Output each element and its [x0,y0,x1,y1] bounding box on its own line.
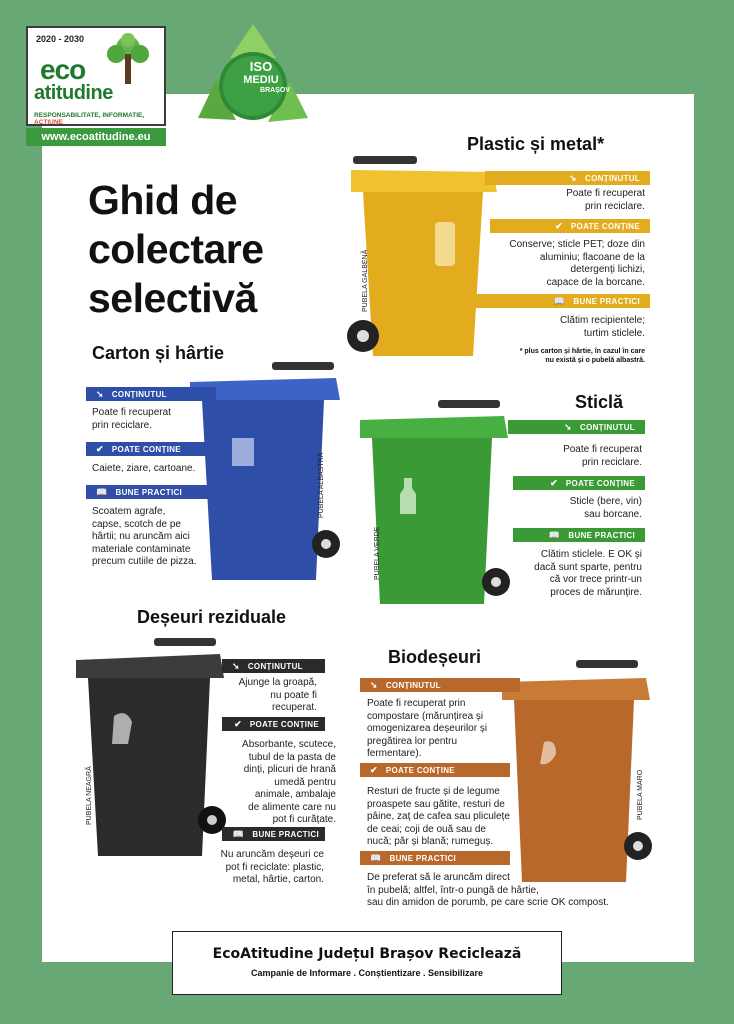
carton-continut-bar: ➘ CONȚINUTUL [86,387,216,401]
carton-poate-bar: ✔ POATE CONȚINE [86,442,210,456]
plastic-title: Plastic și metal* [467,134,605,154]
plastic-poate-text: Conserve; sticle PET; doze din aluminiu; flacoane de la detergenți lichizi, capace de la borcane. [509,239,645,288]
ecoatitudine-logo [26,26,166,126]
carton-title: Carton și hârtie [92,343,225,363]
reziduale-continut-bar: ➘ CONȚINUTUL [222,659,325,673]
website-link[interactable]: www.ecoatitudine.eu [26,128,166,146]
reziduale-title: Deșeuri reziduale [137,607,287,627]
reziduale-poate-bar: ✔ POATE CONȚINE [222,717,325,731]
logo-atitudine: atitudine [34,82,113,104]
bio-poate-text: Resturi de fructe și de legume proaspete sau gătite, resturi de pâine, zaț de cafea sau pliculețe de ceai; coji de ouă sau de nucă; păr și blană; rumeguș. [367,786,510,847]
campaign-footer [172,931,562,995]
black-bin-label: PUBELA NEAGRĂ [86,766,93,825]
reziduale-continut-text: Ajunge la groapă, nu poate fi recuperat. [238,677,317,713]
sticla-poate-bar: ✔ POATE CONȚINE [513,476,645,490]
footer-title: EcoAtitudine Județul Brașov Reciclează [212,946,522,962]
bio-continut-text: Poate fi recuperat prin compostare (mărunțirea și omogenizarea deșeurilor și pregătirea lor pentru fermentare). [367,698,488,759]
bio-title: Biodeșeuri [388,647,482,667]
brown-bin [500,658,660,880]
green-bin [358,398,518,608]
plastic-footnote: * plus carton și hârtie, în cazul în care nu există și o pubelă albastră. [519,348,645,364]
reziduale-poate-text: Absorbante, scutece, tubul de la pasta de dinți, plicuri de hrană umedă pentru animale, ambalaje de alimente care nu pot fi curățate. [242,739,336,825]
iso-label: ISO MEDIU BRAȘOV [243,59,290,94]
bio-bune-text: De preferat să le aruncăm direct în pubelă; altfel, într-o pungă de hârtie, sau din amidon de porumb, pe care scrie OK compost. [367,872,609,908]
black-bin [74,636,234,858]
carton-bune-text: Scoatem agrafe, capse, scotch de pe hârtii; nu aruncăm aici materiale contaminate precum cutiile de pizza. [92,506,197,567]
carton-continut-text: Poate fi recuperat prin reciclare. [92,407,171,431]
footer-subtitle: Campanie de Informare . Conștientizare . Sensibilizare [250,968,484,978]
green-bin-label: PUBELA VERDE [374,526,381,580]
logo-eco: eco [40,54,86,85]
sticla-title: Sticlă [575,392,624,412]
page-title: Ghid de colectare selectivă [88,177,264,321]
plastic-bune-bar: 📖 BUNE PRACTICI [475,294,650,308]
tree-icon [98,32,158,86]
sticla-bune-text: Clătim sticlele. E OK și dacă sunt sparte, pentru că vor trece printr-un proces de mărunțire. [534,549,642,598]
sticla-continut-bar: ➘ CONȚINUTUL [508,420,645,434]
bio-bune-bar: 📖 BUNE PRACTICI [360,851,510,865]
bio-poate-bar: ✔ POATE CONȚINE [360,763,510,777]
sticla-bune-bar: 📖 BUNE PRACTICI [513,528,645,542]
logo-tagline: RESPONSABILITATE, INFORMATIE, ACTIUNE [34,112,145,126]
plastic-continut-text: Poate fi recuperat prin reciclare. [566,188,645,212]
bio-continut-bar: ➘ CONȚINUTUL [360,678,520,692]
blue-bin-label: PUBELA ALBASTRĂ [318,452,325,518]
plastic-poate-bar: ✔ POATE CONȚINE [490,219,650,233]
sticla-continut-text: Poate fi recuperat prin reciclare. [563,444,642,468]
plastic-bune-text: Clătim recipientele; turtim sticlele. [559,315,645,339]
plastic-continut-bar: ➘ CONȚINUTUL [485,171,650,185]
reziduale-bune-bar: 📖 BUNE PRACTICI [222,827,325,841]
sticla-poate-text: Sticle (bere, vin) sau borcane. [569,496,642,520]
brown-bin-label: PUBELA MARO [637,769,644,820]
yellow-bin-label: PUBELA GALBENĂ [362,249,369,312]
carton-poate-text: Caiete, ziare, cartoane. [92,463,196,474]
logo-years: 2020 - 2030 [36,34,85,44]
reziduale-bune-text: Nu aruncăm deșeuri ce pot fi reciclate: plastic, metal, hârtie, carton. [220,849,324,885]
carton-bune-bar: 📖 BUNE PRACTICI [86,485,210,499]
